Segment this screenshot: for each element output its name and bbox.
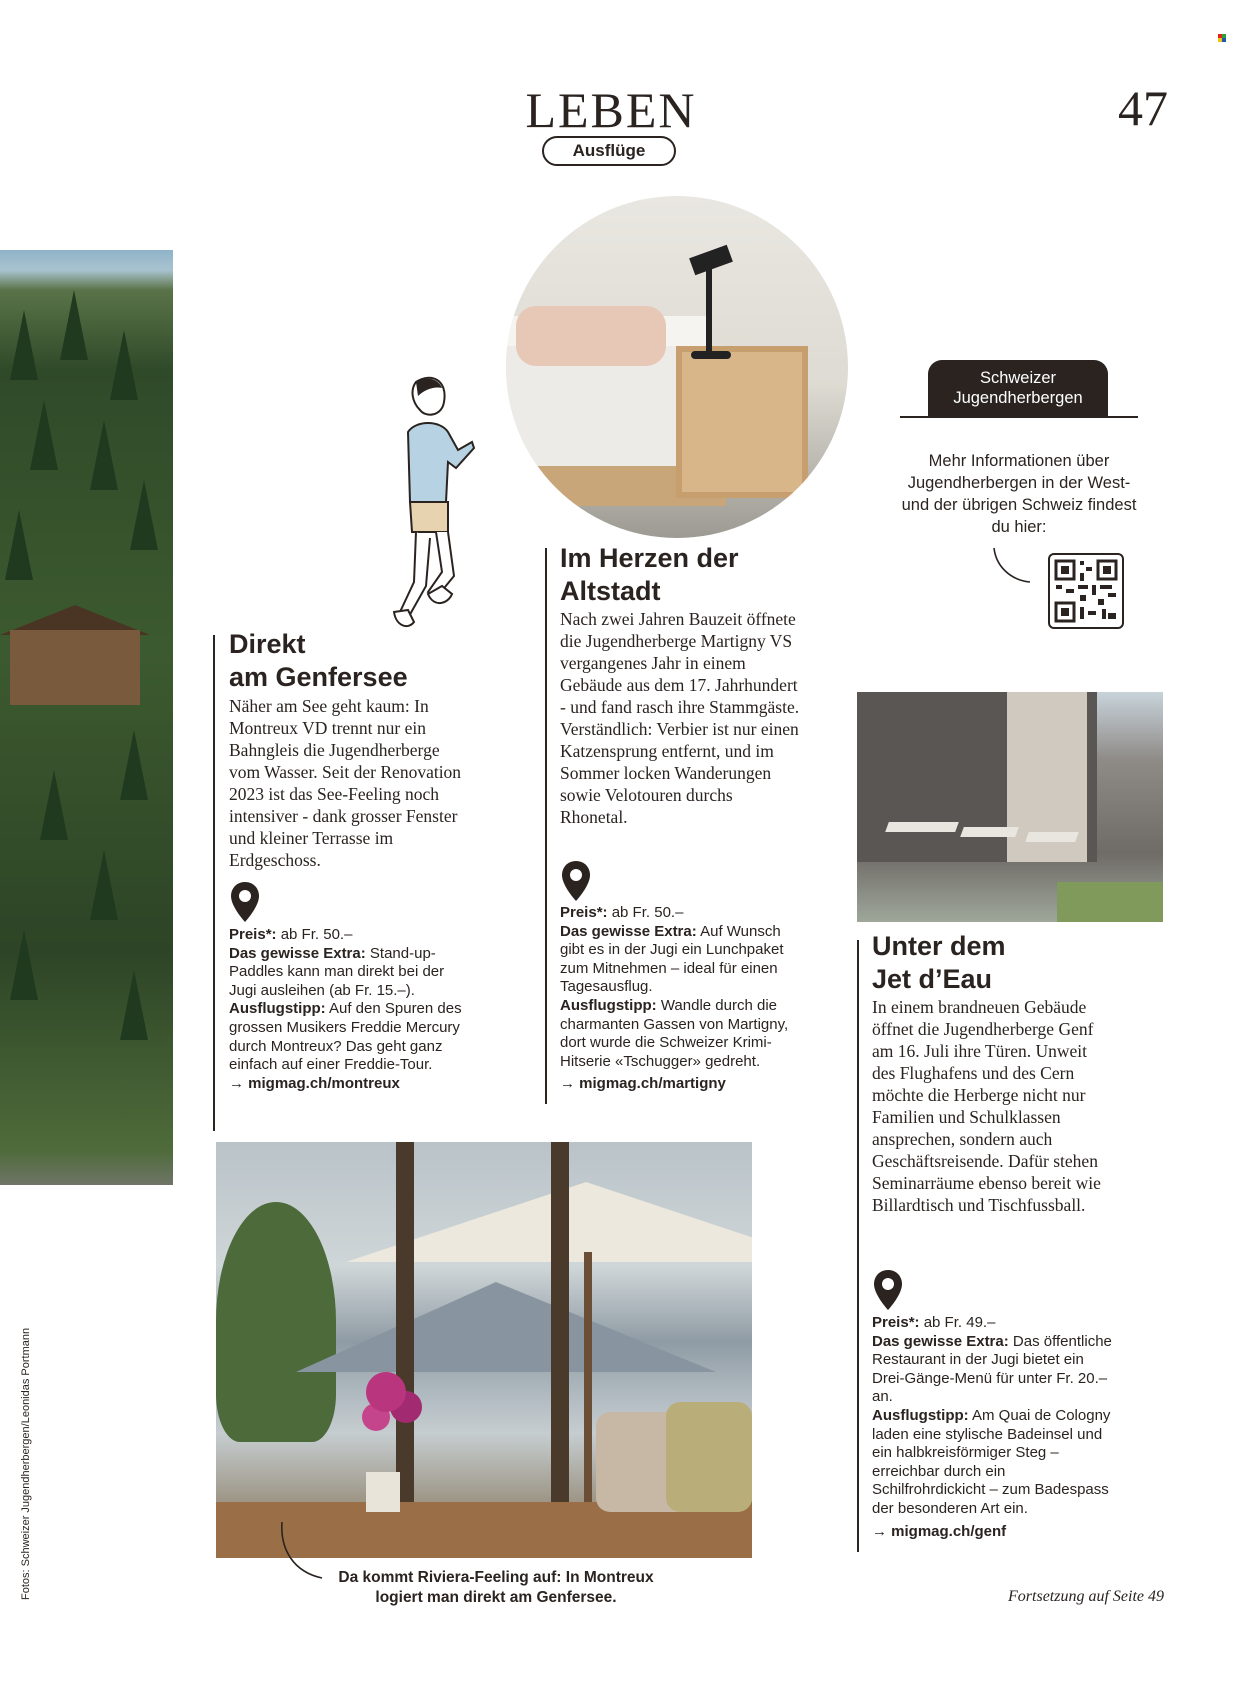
location-pin-icon [229, 880, 261, 924]
article-rule [857, 940, 859, 1552]
article-link[interactable]: → migmag.ch/martigny [560, 1075, 726, 1093]
article-link[interactable]: → migmag.ch/genf [872, 1522, 1007, 1540]
section-title: LEBEN [525, 82, 697, 138]
info-box-divider [900, 416, 1138, 418]
article-link[interactable]: → migmag.ch/montreux [229, 1074, 400, 1092]
section-tag: Ausflüge [542, 136, 676, 166]
article-headline: Unter dem Jet d’Eau [872, 931, 1006, 994]
hostel-room-photo [506, 196, 848, 538]
article-details: Preis*: ab Fr. 50.– Das gewisse Extra: Auf Wunsch gibt es in der Jugi ein Lunchpaket zum Mitnehmen – ideal für einen Tagesausflug. Ausflugstipp: Wandle durch die charmanten Gassen von Martigny, dort wurde die Schweizer Krimi-Hitserie «Tschugger» gedreht. → migmag.ch/martigny [560, 904, 800, 1094]
arrow-line [990, 546, 1032, 584]
boy-illustration [386, 372, 486, 642]
color-mark [1218, 34, 1226, 42]
article-details: Preis*: ab Fr. 49.– Das gewisse Extra: Das öffentliche Restaurant in der Jugi bietet ein Drei-Gänge-Menü für unter Fr. 20.– an. Ausflugstipp: Am Quai de Cologny laden eine stylische Badeinsel und ein halbkreisförmiger Steg – erreichbar durch ein Schilfrohrdickicht – zum Badespass der besonderen Art ein. → migmag.ch/genf [872, 1314, 1112, 1540]
photo-caption: Da kommt Riviera-Feeling auf: In Montreux logiert man direkt am Genfersee. [338, 1569, 654, 1606]
article-body: Nach zwei Jahren Bauzeit öffnete die Jugendherberge Martigny VS vergangenes Jahr in einem Gebäude aus dem 17. Jahrhundert - und fand rasch ihre Stammgäste. Verständlich: Verbier ist nur einen Katzensprung entfernt, und im Sommer locken Wanderungen sowie Velotouren durchs Rhonetal. [560, 609, 800, 827]
qr-code-icon[interactable] [1048, 553, 1124, 629]
location-pin-icon [560, 859, 592, 903]
article-body: In einem brandneuen Gebäude öffnet die Jugendherberge Genf am 16. Juli ihre Türen. Unweit des Flughafens und des Cern möchte die Herberge nicht nur Familien und Schulklassen ansprechen, sondern auch Geschäftsreisende. Dafür stehen Seminarräume ebenso bereit wie Billardtisch und Tischfussball. [872, 997, 1101, 1215]
continued-note: Fortsetzung auf Seite 49 [1008, 1588, 1164, 1605]
geneva-hostel-photo [857, 692, 1163, 922]
article-rule [213, 635, 215, 1131]
location-pin-icon [872, 1268, 904, 1312]
article-headline: Direkt am Genfersee [229, 629, 408, 692]
page-number: 47 [1118, 80, 1168, 136]
info-box-tab: Schweizer Jugendherbergen [928, 360, 1108, 416]
montreux-lake-photo [216, 1142, 752, 1558]
forest-chalet-photo [0, 250, 173, 1185]
article-body: Näher am See geht kaum: In Montreux VD trennt nur ein Bahngleis die Jugendherberge vom Wasser. Seit der Renovation 2023 ist das See-Feeling noch intensiver - dank grosser Fenster und kleiner Terrasse im Erdgeschoss. [229, 696, 462, 870]
article-headline: Im Herzen der Altstadt [560, 543, 739, 606]
article-details: Preis*: ab Fr. 50.– Das gewisse Extra: Stand-up-Paddles kann man direkt bei der Jugi ausleihen (ab Fr. 15.–). Ausflugstipp: Auf den Spuren des grossen Musikers Freddie Mercury durch Montreux? Das geht ganz einfach auf einer Freddie-Tour. → migmag.ch/montreux [229, 926, 465, 1093]
article-rule [545, 548, 547, 1104]
photo-credit: Fotos: Schweizer Jugendherbergen/Leonidas Portmann [20, 1327, 32, 1600]
info-box-text: Mehr Informationen über Jugendherbergen in der West- und der übrigen Schweiz findest du hier: [901, 452, 1137, 536]
